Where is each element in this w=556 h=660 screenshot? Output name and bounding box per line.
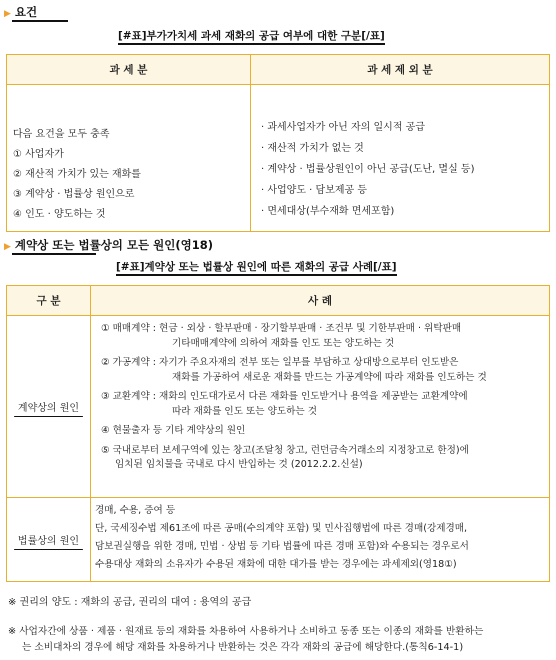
column-header-category: 구 분: [7, 286, 91, 316]
label-underline: [14, 416, 83, 418]
triangle-bullet-icon: ▶: [4, 9, 11, 19]
legal-line: 단, 국세징수법 제61조에 따른 공매(수의계약 포함) 및 민사집행법에 따른 경매(강제경매,: [95, 523, 468, 534]
legal-line: 경매, 수용, 증여 등: [95, 505, 176, 516]
column-header-excluded: 과 세 제 외 분: [251, 55, 550, 85]
label-underline: [14, 549, 83, 551]
heading-underline: [12, 20, 68, 22]
triangle-bullet-icon: ▶: [4, 242, 11, 252]
requirement-line: ④ 인도 · 양도하는 것: [13, 209, 106, 220]
legal-cases-cell: [91, 498, 550, 582]
note-loan-line2: 는 소비대차의 경우에 해당 재화를 차용하거나 반환하는 것은 각각 재화의 공급에 해당한다.(통칙6-14-1): [22, 642, 464, 653]
exclusion-line: · 재산적 가치가 없는 것: [261, 143, 364, 154]
supply-cause-table: [6, 285, 550, 582]
legal-line: 담보권실행을 위한 경매, 민법 · 상법 등 기타 법률에 따른 경매 포함)와 수용되는 경우로서: [95, 541, 469, 552]
caption-underline: [118, 43, 385, 45]
contract-cause-cell: [7, 316, 91, 498]
legal-cause-cell: [7, 498, 91, 582]
exclusion-line: · 사업양도 · 담보제공 등: [261, 185, 368, 196]
case-item: ④ 현물출자 등 기타 계약상의 원인: [101, 425, 246, 436]
case-item: ① 매매계약 : 현금 · 외상 · 할부판매 · 장기할부판매 · 조건부 및 기한부판매 · 위탁판매 기타매매계약에 의하여 재화를 인도 또는 양도하는 것: [101, 323, 462, 349]
requirement-line: ② 재산적 가치가 있는 재화를: [13, 169, 141, 180]
exclusion-line: · 면세대상(부수재화 면세포함): [261, 206, 395, 217]
table2-caption: [116, 259, 397, 274]
column-header-examples: 사 례: [91, 286, 550, 316]
section-heading-requirements: [4, 4, 37, 20]
heading-text: 계약상 또는 법률상의 모든 원인(영18): [14, 238, 213, 252]
table1-caption-text: [#표]부가가치세 과세 재화의 공급 여부에 대한 구분[/표]: [118, 30, 385, 42]
requirement-line: 다음 요건을 모두 충족: [13, 129, 110, 140]
case-item: ③ 교환계약 : 재화의 인도대가로서 다른 재화를 인도받거나 용역을 제공받는 교환계약에 따라 재화를 인도 또는 양도하는 것: [101, 391, 468, 417]
requirement-line: ① 사업자가: [13, 149, 64, 160]
taxable-supply-table: [6, 54, 550, 232]
heading-underline: [12, 253, 96, 255]
excluded-cell: [251, 85, 550, 232]
table2-caption-text: [#표]계약상 또는 법률상 원인에 따른 재화의 공급 사례[/표]: [116, 261, 397, 273]
exclusion-line: · 계약상 · 법률상원인이 아닌 공급(도난, 멸실 등): [261, 164, 475, 175]
exclusion-line: · 과세사업자가 아닌 자의 일시적 공급: [261, 122, 425, 133]
heading-text: 요건: [14, 5, 38, 19]
contract-cases-cell: [91, 316, 550, 498]
legal-cause-label: 법률상의 원인: [17, 536, 80, 547]
note-loan-line1: ※ 사업자간에 상품 · 제품 · 원재료 등의 재화를 차용하여 사용하거나 소비하고 동종 또는 이종의 재화를 반환하는: [8, 626, 484, 637]
caption-underline: [116, 274, 397, 276]
note-rights: ※ 권리의 양도 : 재화의 공급, 권리의 대여 : 용역의 공급: [8, 597, 252, 608]
case-item: ⑤ 국내로부터 보세구역에 있는 창고(조달청 창고, 런던금속거래소의 지정창고로 한정)에 임치된 임치물을 국내로 다시 반입하는 것 (2012.2.2.신설): [101, 444, 469, 470]
contract-cause-label: 계약상의 원인: [17, 403, 80, 414]
legal-line: 수용대상 재화의 소유자가 수용된 재화에 대한 대가를 받는 경우에는 과세제외(영18①): [95, 559, 457, 570]
column-header-taxable: 과 세 분: [7, 55, 251, 85]
table1-caption: [118, 28, 385, 43]
case-item: ② 가공계약 : 자기가 주요자재의 전부 또는 일부를 부담하고 상대방으로부터 인도받은 재화를 가공하여 새로운 재화를 만드는 가공계약에 따라 재화를 인도하는 것: [101, 357, 487, 383]
requirement-line: ③ 계약상 · 법률상 원인으로: [13, 189, 135, 200]
section-heading-causes: [4, 237, 213, 253]
taxable-cell: [7, 85, 251, 232]
